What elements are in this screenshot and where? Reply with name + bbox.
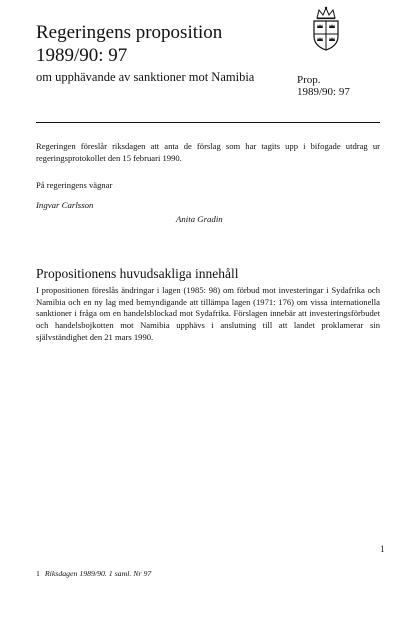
proposition-number: 1989/90: 97 (36, 45, 128, 66)
summary-body: I propositionen föreslås ändringar i lagen (1985: 98) om förbud mot investeringar i Sydafrika och Namibia och en ny lag med bemyndigande att tillämpa lagen (1971: 176) om vissa internationella sanktioner i fråga om en handelsblockad mot Sydafrika. Förslagen innebär att investeringsförbudet och handelsbojkotten mot Namibia upphävs i anslutning till att landet proklamerar sin självständighet den 21 mars 1990. (36, 285, 380, 342)
royal-crest-icon (306, 6, 346, 52)
footer-note (36, 569, 151, 578)
summary-heading: Propositionens huvudsakliga innehåll (36, 266, 239, 281)
prop-label: Prop. (297, 74, 321, 86)
signatory-2: Anita Gradin (176, 214, 223, 224)
signatory-1: Ingvar Carlsson (36, 200, 94, 210)
footnote-number: 1 (36, 569, 40, 578)
page-number: 1 (380, 544, 385, 554)
on-behalf-line: På regeringens vägnar (36, 180, 113, 190)
intro-paragraph: Regeringen föreslår riksdagen att anta de förslag som har tagits upp i bifogade utdrag ur regeringsprotokollet den 15 februari 1990. (36, 141, 380, 163)
prop-number: 1989/90: 97 (297, 86, 350, 98)
footer-text: Riksdagen 1989/90. 1 saml. Nr 97 (44, 569, 152, 578)
document-title: Regeringens proposition (36, 22, 223, 43)
document-subtitle: om upphävande av sanktioner mot Namibia (36, 70, 255, 84)
header-divider (36, 122, 380, 123)
prop-reference (297, 74, 350, 98)
